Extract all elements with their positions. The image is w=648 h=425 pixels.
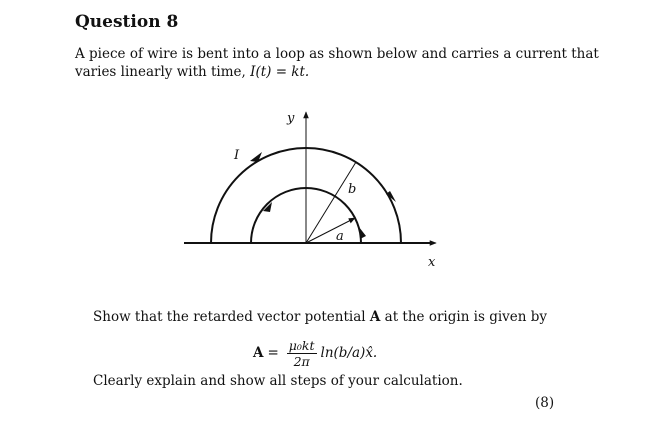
eq-rhs: ln(b/a)x̂. [320,345,378,361]
eq-lhs: A [253,345,264,361]
x-axis-label: x [428,255,436,270]
inner-arc-arrow-right [359,227,366,239]
eq-equals: = [267,345,279,361]
eq-fraction [287,338,317,369]
current-function: I(t) = kt. [250,64,310,80]
radius-b-line [306,162,356,243]
task-statement-prefix: Show that the retarded vector potential [93,309,370,325]
instruction-line: Clearly explain and show all steps of your calculation. [93,373,463,389]
eq-denominator: 2π [293,353,310,369]
task-statement-suffix: at the origin is given by [380,309,548,325]
intro-line-2-text: varies linearly with time, [75,64,251,80]
eq-numerator: μ₀kt [288,337,315,353]
y-axis-label: y [287,111,295,126]
task-statement [93,309,547,325]
inner-radius-label: a [336,229,344,244]
current-label: I [234,148,240,163]
question-title: Question 8 [75,12,179,32]
marks-value: (8) [535,395,555,411]
outer-radius-label: b [348,182,357,197]
vector-potential-equation [253,334,377,372]
intro-line-2 [75,64,309,80]
intro-line-1: A piece of wire is bent into a loop as shown below and carries a current that [75,46,599,62]
vector-potential-symbol: A [369,309,381,325]
wire-loop-figure [170,108,460,278]
